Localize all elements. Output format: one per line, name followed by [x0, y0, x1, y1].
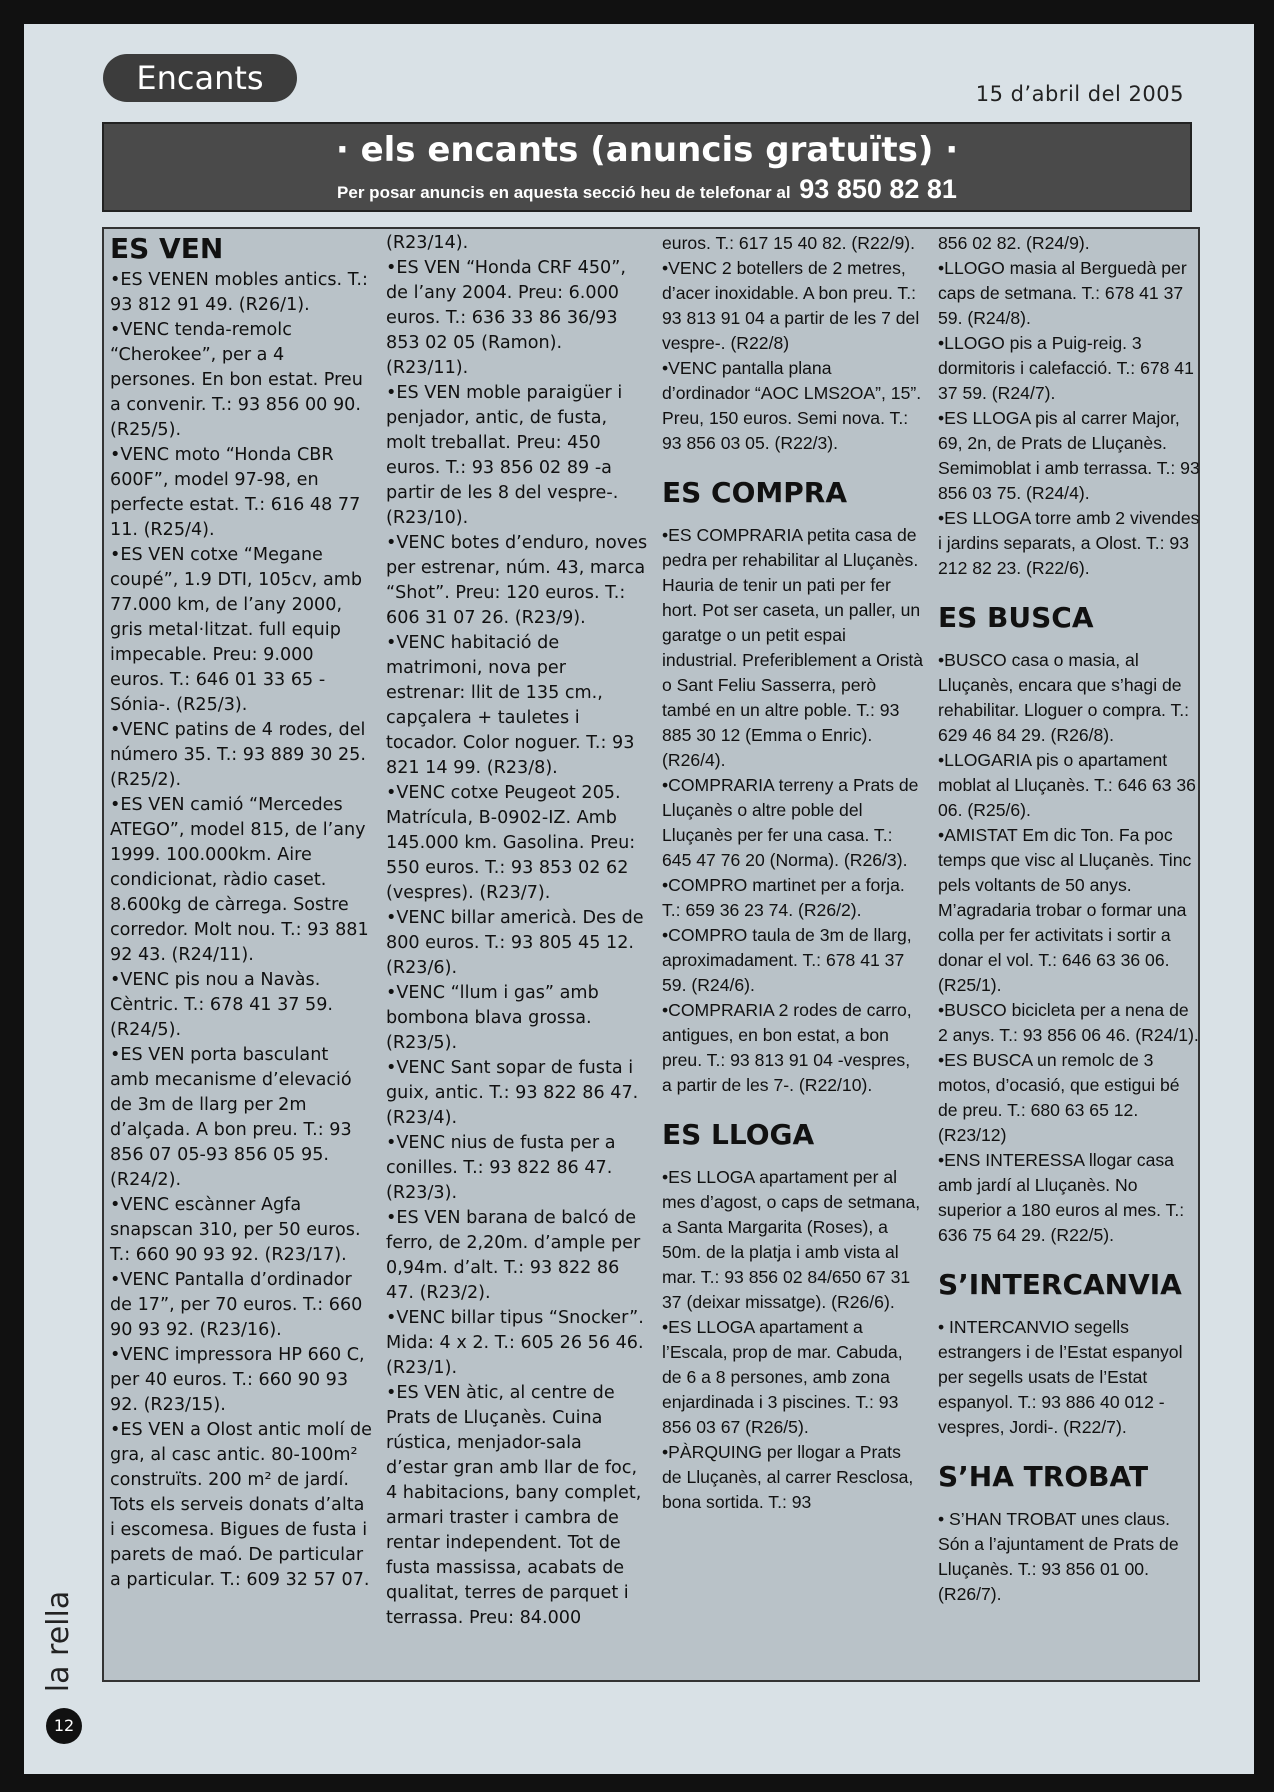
column-4 [938, 231, 1200, 1607]
classifieds-box [102, 227, 1200, 1682]
classified-ad: •VENC pis nou a Navàs. Cèntric. T.: 678 41 37 59. (R24/5). [110, 970, 334, 1040]
classified-ad: •VENC escànner Agfa snapscan 310, per 50 euros. T.: 660 90 93 92. (R23/17). [110, 1195, 361, 1265]
section-heading: S’INTERCANVIA [938, 1268, 1182, 1301]
section-heading: ES VEN [110, 232, 224, 265]
classified-ad: •ES LLOGA torre amb 2 vivendes i jardins separats, a Olost. T.: 93 212 82 23. (R22/6). [938, 508, 1200, 578]
classified-ad: •VENC 2 botellers de 2 metres, d’acer inoxidable. A bon preu. T.: 93 813 91 04 a partir de les 7 del vespre-. (R22/8) [662, 258, 920, 353]
classified-ad: •ES VEN cotxe “Megane coupé”, 1.9 DTI, 105cv, amb 77.000 km, de l’any 2000, gris metal·litzat. full equip impecable. Preu: 9.000 euros. T.: 646 01 33 65 -Sónia-. (R25/3). [110, 545, 363, 715]
classified-ad: •LLOGO pis a Puig-reig. 3 dormitoris i calefacció. T.: 678 41 37 59. (R24/7). [938, 333, 1194, 403]
banner-title: · els encants (anuncis gratuïts) · [335, 130, 959, 170]
classified-ad: •COMPRARIA terreny a Prats de Lluçanès o altre poble del Lluçanès per fer una casa. T.: 645 47 76 20 (Norma). (R26/3). [662, 775, 919, 870]
classified-ad: •ES COMPRARIA petita casa de pedra per rehabilitar al Lluçanès. Hauria de tenir un pati per fer hort. Pot ser caseta, un paller, un garatge o un petit espai industrial. Preferiblement a Oristà o Sant Feliu Sasserra, però també en un altre poble. T.: 93 885 30 12 (Emma o Enric). (R26/4). [662, 525, 924, 770]
classified-ad: •ES VEN àtic, al centre de Prats de Lluçanès. Cuina rústica, menjador-sala d’estar gran amb llar de foc, 4 habitacions, bany complet, armari traster i cambra de rentar independent. Tot de fusta massissa, acabats de qualitat, terres de parquet i terrassa. Preu: 84.000 [386, 1383, 642, 1628]
issue-date: 15 d’abril del 2005 [975, 82, 1184, 106]
classified-ad: •COMPRO martinet per a forja. T.: 659 36 23 74. (R26/2). [662, 875, 905, 920]
section-heading: ES LLOGA [662, 1118, 815, 1151]
classified-ad: •COMPRO taula de 3m de llarg, aproximadament. T.: 678 41 37 59. (R24/6). [662, 925, 912, 995]
classified-ad: •ES BUSCA un remolc de 3 motos, d’ocasió, que estigui bé de preu. T.: 680 63 65 12. (R23/12) [938, 1050, 1180, 1145]
section-banner [102, 122, 1192, 212]
classified-ad: • S’HAN TROBAT unes claus. Són a l’ajuntament de Prats de Lluçanès. T.: 93 856 01 00. (R26/7). [938, 1509, 1179, 1604]
classified-ad: •ES VENEN mobles antics. T.: 93 812 91 49. (R26/1). [110, 270, 368, 315]
classified-ad: •LLOGO masia al Berguedà per caps de setmana. T.: 678 41 37 59. (R24/8). [938, 258, 1187, 328]
section-heading: S’HA TROBAT [938, 1460, 1149, 1493]
classified-ad: •VENC botes d’enduro, noves per estrenar, núm. 43, marca “Shot”. Preu: 120 euros. T.: 606 31 07 26. (R23/9). [386, 533, 648, 628]
classified-ad: 856 02 82. (R24/9). [938, 233, 1090, 253]
classified-ad: •VENC nius de fusta per a conilles. T.: 93 822 86 47. (R23/3). [386, 1133, 616, 1203]
classified-ad: •VENC Sant sopar de fusta i guix, antic. T.: 93 822 86 47. (R23/4). [386, 1058, 639, 1128]
classified-ad: •ES VEN porta basculant amb mecanisme d’elevació de 3m de llarg per 2m d’alçada. A bon preu. T.: 93 856 07 05-93 856 05 95. (R24/2). [110, 1045, 352, 1190]
banner-subtitle [104, 174, 1190, 208]
classified-ad: euros. T.: 617 15 40 82. (R22/9). [662, 233, 915, 253]
classified-ad: •ES VEN barana de balcó de ferro, de 2,20m. d’ample per 0,94m. d’alt. T.: 93 822 86 47. (R23/2). [386, 1208, 641, 1303]
classified-ad: •BUSCO casa o masia, al Lluçanès, encara que s’hagi de rehabilitar. Lloguer o compra. T.: 629 46 84 29. (R26/8). [938, 650, 1190, 745]
classified-ad: •ENS INTERESSA llogar casa amb jardí al Lluçanès. No superior a 180 euros al mes. T.: 636 75 64 29. (R22/5). [938, 1150, 1185, 1245]
page-number: 12 [46, 1708, 82, 1744]
classified-ad: •VENC Pantalla d’ordinador de 17”, per 70 euros. T.: 660 90 93 92. (R23/16). [110, 1270, 363, 1340]
newspaper-page [24, 24, 1254, 1774]
classified-ad: •ES LLOGA pis al carrer Major, 69, 2n, de Prats de Lluçanès. Semimoblat i amb terrassa. T.: 93 856 03 75. (R24/4). [938, 408, 1200, 503]
publication-name-text: la rella [41, 1590, 77, 1693]
classified-ad: •LLOGARIA pis o apartament moblat al Lluçanès. T.: 646 63 36 06. (R25/6). [938, 750, 1196, 820]
classified-ad: •ES VEN a Olost antic molí de gra, al casc antic. 80-100m² construïts. 200 m² de jardí. Tots els serveis donats d’alta i escomesa. Bigues de fusta i parets de maó. De particular a particular. T.: 609 32 57 07. [110, 1420, 372, 1590]
column-3 [662, 231, 924, 1515]
classified-ad: •PÀRQUING per llogar a Prats de Lluçanès, al carrer Resclosa, bona sortida. T.: 93 [662, 1442, 914, 1512]
classified-ad: •ES LLOGA apartament per al mes d’agost, o caps de setmana, a Santa Margarita (Roses), a 50m. de la platja i amb vista al mar. T.: 93 856 02 84/650 67 31 37 (deixar missatge). (R26/6). [662, 1167, 921, 1312]
classified-ad: •VENC pantalla plana d’ordinador “AOC LMS2OA”, 15”. Preu, 150 euros. Semi nova. T.: 93 856 03 05. (R22/3). [662, 358, 922, 453]
section-tab: Encants [103, 54, 297, 102]
classified-ad: •COMPRARIA 2 rodes de carro, antigues, en bon estat, a bon preu. T.: 93 813 91 04 -vespres, a partir de les 7-. (R22/10). [662, 1000, 912, 1095]
classified-ad: •VENC cotxe Peugeot 205. Matrícula, B-0902-IZ. Amb 145.000 km. Gasolina. Preu: 550 euros. T.: 93 853 02 62 (vespres). (R23/7). [386, 783, 636, 903]
classified-ad: •VENC habitació de matrimoni, nova per estrenar: llit de 135 cm., capçalera + tauletes i tocador. Color noguer. T.: 93 821 14 99. (R23/8). [386, 633, 635, 778]
banner-subtitle-text: Per posar anuncis en aquesta secció heu de telefonar al [337, 183, 791, 202]
classified-ad: •VENC billar americà. Des de 800 euros. T.: 93 805 45 12. (R23/6). [386, 908, 644, 978]
classified-ad: •VENC moto “Honda CBR 600F”, model 97-98, en perfecte estat. T.: 616 48 77 11. (R25/4). [110, 445, 361, 540]
classified-ad: •BUSCO bicicleta per a nena de 2 anys. T.: 93 856 06 46. (R24/1). [938, 1000, 1199, 1045]
banner-phone: 93 850 82 81 [799, 174, 957, 204]
column-1 [110, 231, 372, 1593]
classified-ad: •VENC patins de 4 rodes, del número 35. T.: 93 889 30 25. (R25/2). [110, 720, 366, 790]
classified-ad: •ES LLOGA apartament a l’Escala, prop de mar. Cabuda, de 6 a 8 persones, amb zona enjardinada i 3 piscines. T.: 93 856 03 67 (R26/5). [662, 1317, 903, 1437]
classified-ad: (R23/14). [386, 233, 469, 253]
classified-ad: •VENC impressora HP 660 C, per 40 euros. T.: 660 90 93 92. (R23/15). [110, 1345, 365, 1415]
section-heading: ES BUSCA [938, 601, 1094, 634]
classified-ad: • INTERCANVIO segells estrangers i de l’Estat espanyol per segells usats de l’Estat espanyol. T.: 93 886 40 012 -vespres, Jordi-. (R22/7). [938, 1317, 1183, 1437]
classified-ad: •VENC tenda-remolc “Cherokee”, per a 4 persones. En bon estat. Preu a convenir. T.: 93 856 00 90. (R25/5). [110, 320, 363, 440]
classified-ad: •ES VEN “Honda CRF 450”, de l’any 2004. Preu: 6.000 euros. T.: 636 33 86 36/93 853 02 05 (Ramon). (R23/11). [386, 258, 626, 378]
classified-ad: •VENC billar tipus “Snocker”. Mida: 4 x 2. T.: 605 26 56 46. (R23/1). [386, 1308, 644, 1378]
column-2 [386, 231, 648, 1631]
classified-ad: •ES VEN camió “Mercedes ATEGO”, model 815, de l’any 1999. 100.000km. Aire condicionat, ràdio caset. 8.600kg de càrrega. Sostre corredor. Molt nou. T.: 93 881 92 43. (R24/11). [110, 795, 369, 965]
classified-ad: •VENC “llum i gas” amb bombona blava grossa. (R23/5). [386, 983, 599, 1053]
classified-ad: •ES VEN moble paraigüer i penjador, antic, de fusta, molt treballat. Preu: 450 euros. T.: 93 856 02 89 -a partir de les 8 del vespre-. (R23/10). [386, 383, 623, 528]
section-heading: ES COMPRA [662, 476, 848, 509]
classified-ad: •AMISTAT Em dic Ton. Fa poc temps que visc al Lluçanès. Tinc pels voltants de 50 anys. M’agradaria trobar o formar una colla per fer activitats i sortir a donar el vol. T.: 646 63 36 06. (R25/1). [938, 825, 1192, 995]
publication-name [41, 1584, 86, 1704]
